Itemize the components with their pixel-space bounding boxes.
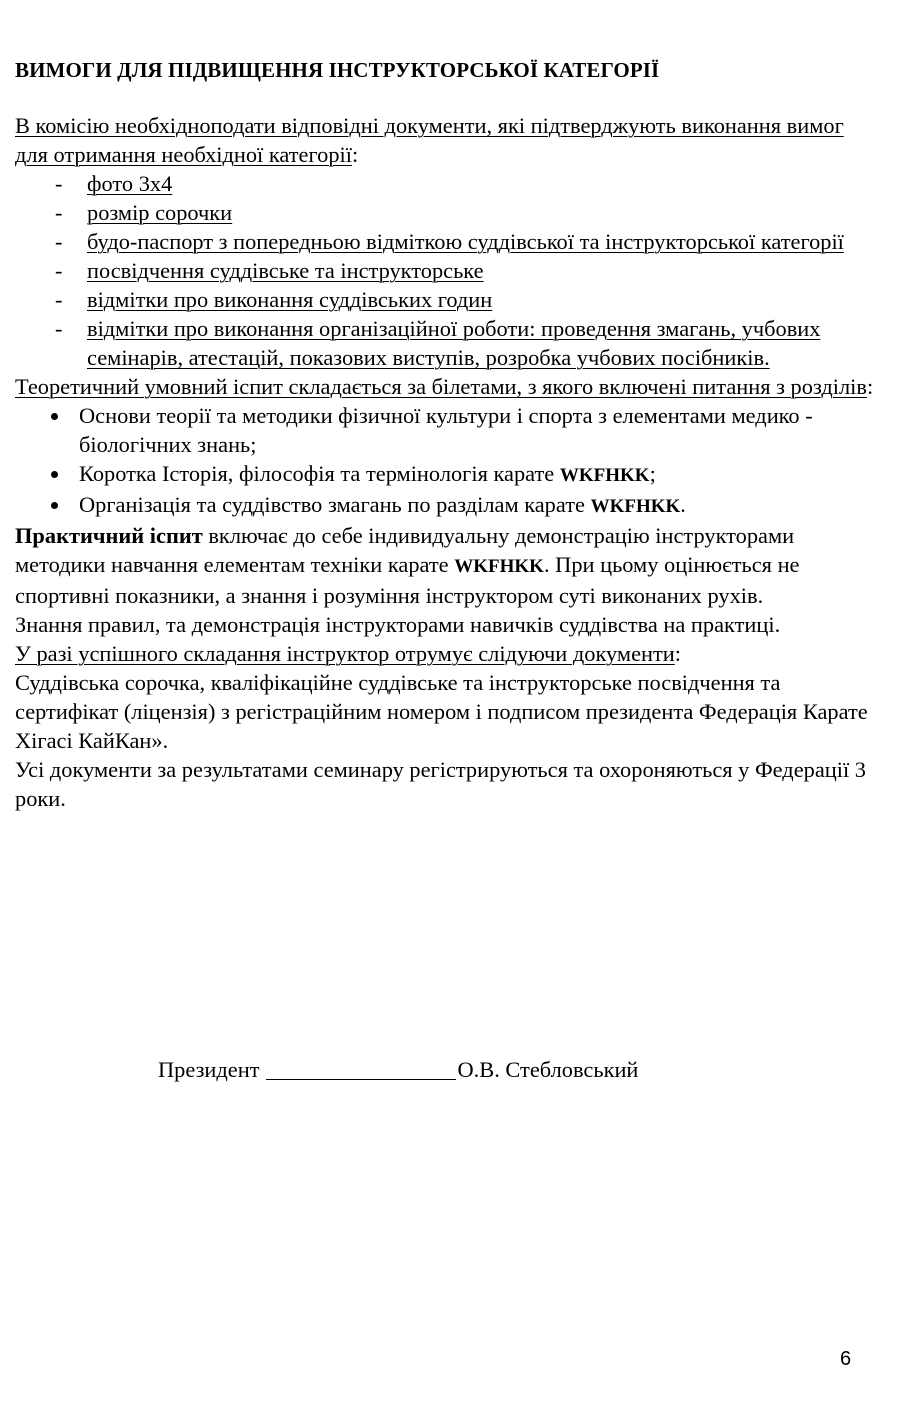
documents-list-item-text: відмітки про виконання організаційної роботи: проведення змагань, учбових семінарів, атестацій, показових виступів, розробка учбових посібників.: [87, 316, 821, 370]
documents-list-item-text: будо-паспорт з попередньою відміткою суддівської та інструкторської категорії: [87, 229, 844, 254]
signature-block: [158, 1055, 638, 1084]
signature-line: [266, 1057, 456, 1080]
success-intro: [15, 639, 875, 668]
theory-intro-suffix: :: [866, 374, 874, 399]
documents-intro-text: В комісію необхідноподати відповідні документи, які підтверджують виконання вимог для отримання необхідної категорії: [15, 113, 844, 167]
success-intro-suffix: :: [674, 641, 682, 666]
documents-list-item: [87, 256, 875, 285]
theory-topic-text: Організація та суддівство змагань по разділам карате: [79, 492, 591, 517]
signature-role: Президент: [158, 1057, 260, 1082]
theory-intro: [15, 372, 875, 401]
success-documents-paragraph: Суддівська сорочка, кваліфікаційне суддівське та інструкторське посвідчення та сертифікат (ліцензія) з регістраційним номером і подписом президента Федерація Карате Хігасі КайКан».: [15, 670, 868, 753]
theory-topic-text: Коротка Історія, філософія та термінологія карате: [79, 461, 560, 486]
theory-topic-end: .: [680, 492, 686, 517]
document-page: [15, 56, 875, 813]
storage-paragraph: Усі документи за результатами семинару регістрируються та охороняються у Федерації 3 роки.: [15, 757, 866, 811]
theory-topic-item: [79, 490, 875, 521]
practical-exam-text-1: включає до себе індивидуальну демонстрацію інструкторами методики навчання елементам техніки карате: [15, 523, 795, 577]
documents-list-item: [87, 227, 875, 256]
success-intro-text: У разі успішного складання інструктор отрумує слідуючи документи: [15, 641, 675, 666]
documents-list-item: [87, 169, 875, 198]
documents-list-item: [87, 285, 875, 314]
rules-paragraph: Знання правил, та демонстрація інструкторами навичків суддівства на практиці.: [15, 612, 781, 637]
documents-list-item-text: посвідчення суддівське та інструкторське: [87, 258, 484, 283]
practical-exam-heading: Практичний іспит: [15, 523, 203, 548]
theory-topics-list: [15, 401, 875, 521]
practical-exam-text-2: . При цьому оцінюється не спортивні показники, а знання і розуміння інструктором суті виконаних рухів.: [15, 552, 800, 608]
signature-name: О.В. Стебловський: [457, 1057, 639, 1082]
documents-list-item: [87, 314, 875, 372]
theory-topic-brand: WKFHKK: [590, 496, 681, 517]
theory-intro-text: Теоретичний умовний іспит складається за білетами, з якого включені питання з розділів: [15, 374, 867, 399]
theory-topic-end: ;: [649, 461, 656, 486]
theory-topic-brand: WKFHKK: [559, 465, 650, 486]
practical-exam-paragraph: [15, 521, 875, 610]
documents-list-item-text: відмітки про виконання суддівських годин: [87, 287, 493, 312]
theory-topic-text: Основи теорії та методики фізичної культури і спорта з елементами медико - біологічних знань;: [79, 403, 813, 457]
documents-list-item-text: розмір сорочки: [87, 200, 233, 225]
documents-intro: [15, 111, 875, 169]
documents-list-item: [87, 198, 875, 227]
page-number: 6: [840, 1348, 852, 1370]
practical-exam-brand: WKFHKK: [454, 556, 544, 577]
documents-intro-suffix: :: [351, 142, 359, 167]
theory-topic-item: [79, 401, 875, 459]
theory-topic-item: [79, 459, 875, 490]
page-title: ВИМОГИ ДЛЯ ПІДВИЩЕННЯ ІНСТРУКТОРСЬКОЇ КАТЕГОРІЇ: [15, 58, 660, 82]
documents-list: [15, 169, 875, 372]
documents-list-item-text: фото 3х4: [87, 171, 173, 196]
